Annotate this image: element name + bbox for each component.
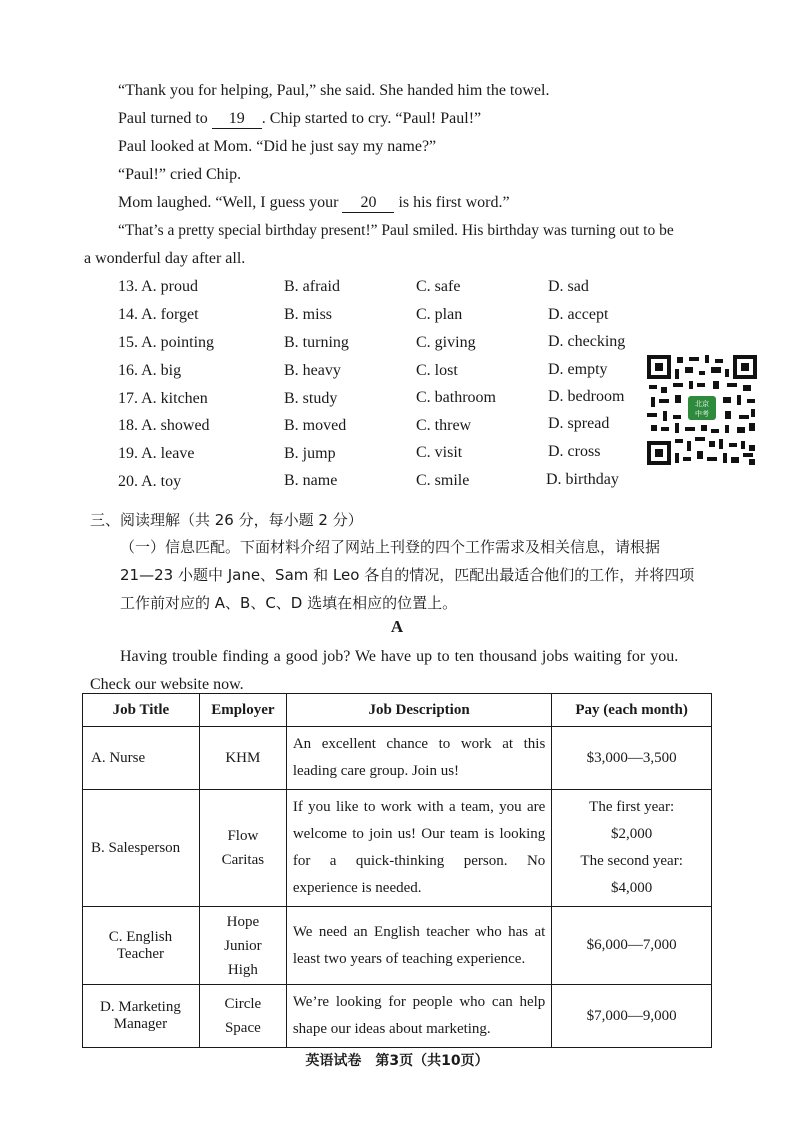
qr-code-icon xyxy=(645,353,759,467)
option-18-c: C. threw xyxy=(416,417,472,434)
employer-line-2: Space xyxy=(224,1020,261,1036)
employer-cell xyxy=(199,790,286,907)
option-17-a: 17. A. kitchen xyxy=(118,390,208,407)
pay: $7,000—9,000 xyxy=(586,1007,677,1024)
story-line-5 xyxy=(118,193,510,213)
option-16-a: 16. A. big xyxy=(118,362,182,379)
job-title-line-1: C. English xyxy=(108,928,173,945)
job-title-cell xyxy=(83,985,200,1048)
employer-cell xyxy=(199,985,286,1048)
header-employer: Employer xyxy=(199,694,286,727)
section-intro-3: 工作前对应的 A、B、C、D 选填在相应的位置上。 xyxy=(120,594,458,612)
option-16-d: D. empty xyxy=(548,361,608,378)
option-15-b: B. turning xyxy=(284,334,349,351)
pay-line-4: $4,000 xyxy=(611,880,653,896)
job-title-cell xyxy=(83,727,200,790)
employer-line-2: Caritas xyxy=(221,852,265,868)
pay: $6,000—7,000 xyxy=(586,937,677,953)
story-line-5-pre: Mom laughed. “Well, I guess your xyxy=(118,194,343,211)
option-13-c: C. safe xyxy=(416,278,461,295)
option-17-b: B. study xyxy=(284,390,338,407)
option-14-c: C. plan xyxy=(416,306,463,323)
option-20-a: 20. A. toy xyxy=(118,473,182,490)
job-title: A. Nurse xyxy=(91,749,146,766)
header-pay: Pay (each month) xyxy=(552,694,712,727)
pay: $3,000—3,500 xyxy=(586,749,677,766)
qr-badge-line-1: 北京 xyxy=(695,400,709,408)
job-title-line-2: Teacher xyxy=(116,945,165,962)
passage-heading: A xyxy=(390,617,404,636)
option-14-b: B. miss xyxy=(284,306,333,323)
employer-line-2: Junior xyxy=(224,937,262,954)
table-row xyxy=(83,907,712,985)
option-15-d: D. checking xyxy=(548,333,626,350)
story-line-2-pre: Paul turned to xyxy=(118,110,212,127)
table-header-row xyxy=(83,694,712,727)
blank-20: 20 xyxy=(342,194,394,213)
option-15-a: 15. A. pointing xyxy=(118,334,215,351)
option-17-c: C. bathroom xyxy=(416,389,496,406)
employer-line-1: Circle xyxy=(224,996,262,1012)
job-description: An excellent chance to work at this leading care group. Join us! xyxy=(286,727,551,790)
employer: KHM xyxy=(225,750,261,766)
option-13-a: 13. A. proud xyxy=(118,278,198,295)
option-16-c: C. lost xyxy=(416,362,458,379)
table-row xyxy=(83,790,712,907)
option-15-c: C. giving xyxy=(416,334,476,351)
employer-line-1: Hope xyxy=(226,913,260,930)
qr-badge-line-2: 中考 xyxy=(695,410,709,418)
option-18-b: B. moved xyxy=(284,417,347,434)
job-title-line-1: D. Marketing xyxy=(100,999,181,1015)
story-line-1: “Thank you for helping, Paul,” she said. She handed him the towel. xyxy=(118,82,550,99)
header-job-description: Job Description xyxy=(286,694,551,727)
job-title-cell xyxy=(83,907,200,985)
option-18-d: D. spread xyxy=(548,415,610,432)
option-13-b: B. afraid xyxy=(284,278,340,295)
table-row xyxy=(83,985,712,1048)
option-19-a: 19. A. leave xyxy=(118,445,195,462)
story-line-6: “That’s a pretty special birthday present!” Paul smiled. His birthday was turning out to be xyxy=(118,222,674,239)
passage-line-1: Having trouble finding a good job? We have up to ten thousand jobs waiting for you. xyxy=(120,648,679,665)
section-intro-2: 21—23 小题中 Jane、Sam 和 Leo 各自的情况，匹配出最适合他们的工作，并将四项 xyxy=(120,566,695,584)
option-19-b: B. jump xyxy=(284,445,336,462)
page-footer: 英语试卷 第3页（共10页） xyxy=(305,1053,489,1069)
story-line-7: a wonderful day after all. xyxy=(84,250,246,267)
option-13-d: D. sad xyxy=(548,278,589,295)
option-16-b: B. heavy xyxy=(284,362,341,379)
pay-line-1: The first year: xyxy=(589,799,675,815)
option-20-d: D. birthday xyxy=(546,471,619,488)
jobs-table xyxy=(82,693,712,1048)
employer-cell xyxy=(199,907,286,985)
job-title-line-2: Manager xyxy=(113,1016,168,1032)
job-title: B. Salesperson xyxy=(91,839,181,856)
job-description: If you like to work with a team, you are welcome to join us! Our team is looking for a quick-thinking person. No experience is needed. xyxy=(286,790,551,907)
pay-cell xyxy=(552,790,712,907)
blank-19: 19 xyxy=(212,110,262,129)
section-title: 三、阅读理解（共 26 分，每小题 2 分） xyxy=(90,511,363,529)
option-14-a: 14. A. forget xyxy=(118,306,199,323)
option-20-c: C. smile xyxy=(416,472,470,489)
story-line-2-post: . Chip started to cry. “Paul! Paul!” xyxy=(261,110,482,127)
header-job-title: Job Title xyxy=(83,694,200,727)
employer-line-1: Flow xyxy=(227,828,259,844)
story-line-2 xyxy=(118,109,481,129)
option-19-c: C. visit xyxy=(416,444,463,461)
section-intro-1: （一）信息匹配。下面材料介绍了网站上刊登的四个工作需求及相关信息，请根据 xyxy=(120,538,661,556)
table-row xyxy=(83,727,712,790)
employer-line-3: High xyxy=(227,961,258,978)
passage-line-2: Check our website now. xyxy=(90,676,244,693)
pay-line-2: $2,000 xyxy=(611,826,653,842)
job-description: We’re looking for people who can help shape our ideas about marketing. xyxy=(286,985,551,1048)
story-line-4: “Paul!” cried Chip. xyxy=(118,166,242,183)
pay-cell xyxy=(552,985,712,1048)
pay-line-3: The second year: xyxy=(580,853,683,869)
pay-cell xyxy=(552,727,712,790)
option-19-d: D. cross xyxy=(548,443,601,460)
job-description: We need an English teacher who has at least two years of teaching experience. xyxy=(286,907,551,985)
pay-cell xyxy=(552,907,712,985)
story-line-5-post: is his first word.” xyxy=(394,194,510,211)
job-title-cell xyxy=(83,790,200,907)
option-17-d: D. bedroom xyxy=(548,388,625,405)
story-line-3: Paul looked at Mom. “Did he just say my name?” xyxy=(118,138,437,155)
option-18-a: 18. A. showed xyxy=(118,417,210,434)
employer-cell xyxy=(199,727,286,790)
option-14-d: D. accept xyxy=(548,306,609,323)
option-20-b: B. name xyxy=(284,472,338,489)
